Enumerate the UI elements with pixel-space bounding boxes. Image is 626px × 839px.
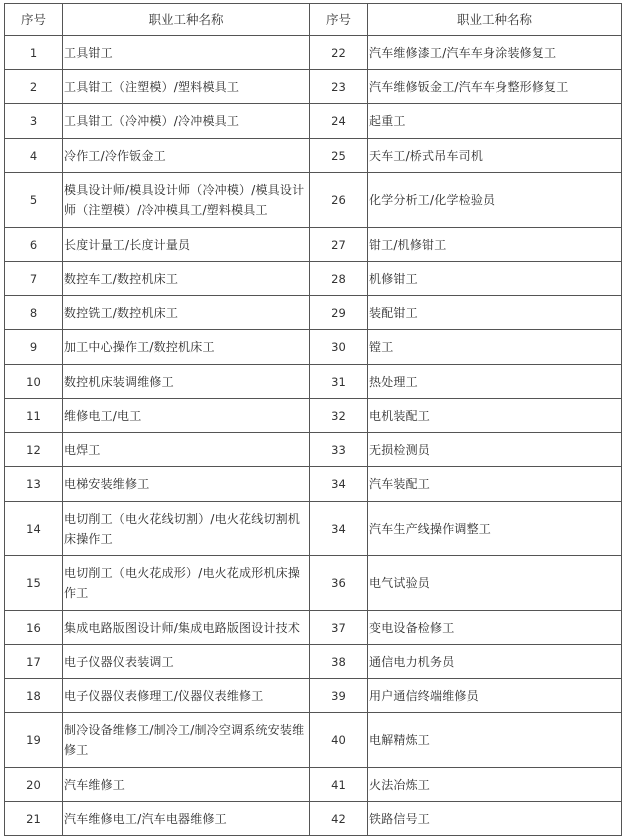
row-number-left: 2 xyxy=(5,70,63,104)
table-row xyxy=(5,139,622,173)
row-number-left: 12 xyxy=(5,433,63,467)
occupation-name-right: 化学分析工/化学检验员 xyxy=(368,173,622,228)
occupation-name-left: 电梯安装维修工 xyxy=(63,467,310,502)
table-row xyxy=(5,36,622,70)
row-number-left: 16 xyxy=(5,611,63,645)
row-number-right: 24 xyxy=(310,104,368,139)
row-number-right: 29 xyxy=(310,296,368,330)
row-number-left: 18 xyxy=(5,679,63,713)
table-row xyxy=(5,365,622,399)
table-row xyxy=(5,679,622,713)
occupation-name-left: 冷作工/冷作钣金工 xyxy=(63,139,310,173)
row-number-right: 22 xyxy=(310,36,368,70)
row-number-right: 30 xyxy=(310,330,368,365)
occupation-name-left: 维修电工/电工 xyxy=(63,399,310,433)
row-number-left: 3 xyxy=(5,104,63,139)
occupation-name-left: 电切削工（电火花成形）/电火花成形机床操作工 xyxy=(63,556,310,611)
table-row xyxy=(5,611,622,645)
row-number-left: 10 xyxy=(5,365,63,399)
occupation-name-right: 用户通信终端维修员 xyxy=(368,679,622,713)
occupation-name-right: 汽车维修漆工/汽车车身涂装修复工 xyxy=(368,36,622,70)
occupation-name-left: 加工中心操作工/数控机床工 xyxy=(63,330,310,365)
row-number-left: 6 xyxy=(5,228,63,262)
occupation-name-right: 机修钳工 xyxy=(368,262,622,296)
row-number-right: 25 xyxy=(310,139,368,173)
occupation-name-left: 长度计量工/长度计量员 xyxy=(63,228,310,262)
row-number-left: 17 xyxy=(5,645,63,679)
row-number-right: 40 xyxy=(310,713,368,768)
row-number-right: 42 xyxy=(310,802,368,836)
row-number-left: 13 xyxy=(5,467,63,502)
occupation-name-right: 电气试验员 xyxy=(368,556,622,611)
table-row xyxy=(5,467,622,502)
row-number-right: 41 xyxy=(310,768,368,802)
occupation-name-left: 工具钳工（注塑模）/塑料模具工 xyxy=(63,70,310,104)
occupation-name-right: 装配钳工 xyxy=(368,296,622,330)
occupation-name-right: 火法冶炼工 xyxy=(368,768,622,802)
row-number-right: 32 xyxy=(310,399,368,433)
header-name-right: 职业工种名称 xyxy=(368,4,622,36)
table-row xyxy=(5,713,622,768)
table-row xyxy=(5,645,622,679)
row-number-left: 5 xyxy=(5,173,63,228)
row-number-left: 4 xyxy=(5,139,63,173)
occupation-name-left: 汽车维修工 xyxy=(63,768,310,802)
table-row xyxy=(5,228,622,262)
row-number-right: 37 xyxy=(310,611,368,645)
header-name-left: 职业工种名称 xyxy=(63,4,310,36)
row-number-left: 9 xyxy=(5,330,63,365)
occupation-name-right: 天车工/桥式吊车司机 xyxy=(368,139,622,173)
row-number-right: 23 xyxy=(310,70,368,104)
table-row xyxy=(5,768,622,802)
occupation-table xyxy=(4,3,622,836)
occupation-name-right: 通信电力机务员 xyxy=(368,645,622,679)
table-body xyxy=(5,36,622,836)
occupation-name-right: 汽车维修钣金工/汽车车身整形修复工 xyxy=(368,70,622,104)
occupation-name-left: 电子仪器仪表修理工/仪器仪表维修工 xyxy=(63,679,310,713)
occupation-name-left: 电焊工 xyxy=(63,433,310,467)
table-row xyxy=(5,802,622,836)
row-number-right: 34 xyxy=(310,502,368,556)
row-number-right: 36 xyxy=(310,556,368,611)
occupation-name-left: 集成电路版图设计师/集成电路版图设计技术 xyxy=(63,611,310,645)
row-number-right: 26 xyxy=(310,173,368,228)
occupation-name-left: 数控铣工/数控机床工 xyxy=(63,296,310,330)
table-row xyxy=(5,556,622,611)
occupation-name-left: 汽车维修电工/汽车电器维修工 xyxy=(63,802,310,836)
row-number-left: 7 xyxy=(5,262,63,296)
row-number-right: 33 xyxy=(310,433,368,467)
row-number-left: 14 xyxy=(5,502,63,556)
row-number-left: 21 xyxy=(5,802,63,836)
row-number-right: 38 xyxy=(310,645,368,679)
occupation-name-right: 热处理工 xyxy=(368,365,622,399)
table-row xyxy=(5,173,622,228)
table-row xyxy=(5,330,622,365)
table-row xyxy=(5,262,622,296)
row-number-left: 1 xyxy=(5,36,63,70)
occupation-name-right: 汽车生产线操作调整工 xyxy=(368,502,622,556)
table-row xyxy=(5,70,622,104)
occupation-name-right: 起重工 xyxy=(368,104,622,139)
occupation-name-right: 镗工 xyxy=(368,330,622,365)
occupation-name-right: 钳工/机修钳工 xyxy=(368,228,622,262)
occupation-name-right: 铁路信号工 xyxy=(368,802,622,836)
row-number-right: 39 xyxy=(310,679,368,713)
table-row xyxy=(5,296,622,330)
row-number-right: 28 xyxy=(310,262,368,296)
occupation-name-left: 工具钳工（冷冲模）/冷冲模具工 xyxy=(63,104,310,139)
table-row xyxy=(5,399,622,433)
header-row xyxy=(5,4,622,36)
occupation-name-right: 汽车装配工 xyxy=(368,467,622,502)
header-seq-right: 序号 xyxy=(310,4,368,36)
row-number-left: 15 xyxy=(5,556,63,611)
occupation-name-right: 无损检测员 xyxy=(368,433,622,467)
table-row xyxy=(5,104,622,139)
table-row xyxy=(5,502,622,556)
header-seq-left: 序号 xyxy=(5,4,63,36)
table-row xyxy=(5,433,622,467)
row-number-right: 34 xyxy=(310,467,368,502)
occupation-name-left: 电子仪器仪表装调工 xyxy=(63,645,310,679)
occupation-name-right: 电机装配工 xyxy=(368,399,622,433)
occupation-name-left: 模具设计师/模具设计师（冷冲模）/模具设计师（注塑模）/冷冲模具工/塑料模具工 xyxy=(63,173,310,228)
row-number-right: 31 xyxy=(310,365,368,399)
row-number-right: 27 xyxy=(310,228,368,262)
row-number-left: 8 xyxy=(5,296,63,330)
row-number-left: 11 xyxy=(5,399,63,433)
row-number-left: 20 xyxy=(5,768,63,802)
occupation-name-left: 制冷设备维修工/制冷工/制冷空调系统安装维修工 xyxy=(63,713,310,768)
occupation-name-left: 数控车工/数控机床工 xyxy=(63,262,310,296)
row-number-left: 19 xyxy=(5,713,63,768)
occupation-name-right: 电解精炼工 xyxy=(368,713,622,768)
table-header xyxy=(5,4,622,36)
occupation-name-left: 数控机床装调维修工 xyxy=(63,365,310,399)
occupation-name-left: 工具钳工 xyxy=(63,36,310,70)
occupation-name-left: 电切削工（电火花线切割）/电火花线切割机床操作工 xyxy=(63,502,310,556)
occupation-name-right: 变电设备检修工 xyxy=(368,611,622,645)
